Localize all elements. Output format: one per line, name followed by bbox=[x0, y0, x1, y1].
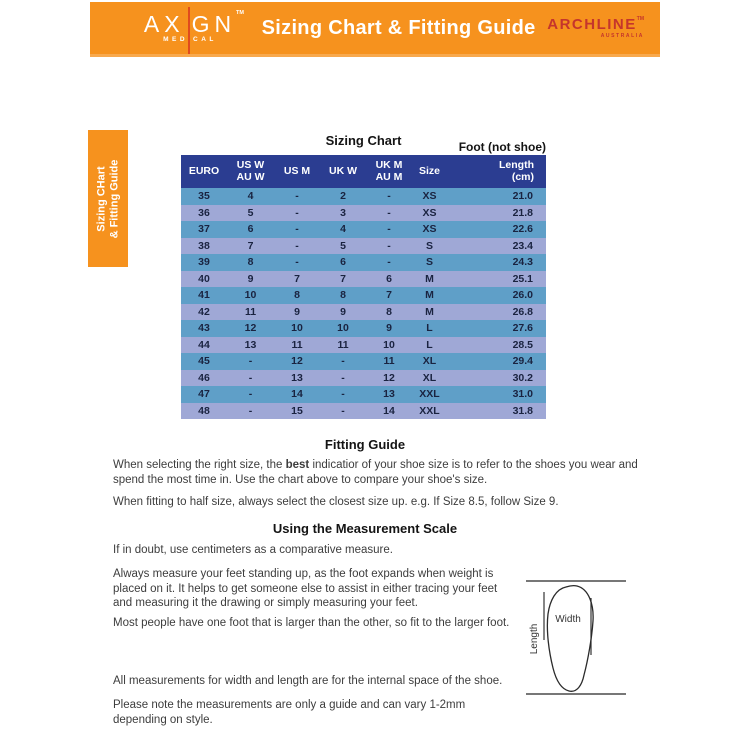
column-header: US M bbox=[274, 155, 320, 188]
table-cell: 48 bbox=[198, 404, 210, 417]
table-cell: 6 bbox=[340, 256, 346, 268]
axign-word-post: GN bbox=[191, 11, 237, 37]
table-cell: 9 bbox=[340, 305, 346, 318]
table-cell: 4 bbox=[340, 223, 346, 235]
table-cell: 7 bbox=[386, 289, 392, 301]
table-cell: - bbox=[387, 190, 391, 202]
side-tab-line1: Sizing CHart bbox=[95, 165, 107, 232]
measurement-paragraph-3: Most people have one foot that is larger than the other, so fit to the larger foot. bbox=[113, 617, 510, 629]
table-cell: XXL bbox=[419, 404, 440, 417]
table-cell: - bbox=[387, 239, 391, 252]
table-cell: 5 bbox=[247, 206, 254, 219]
table-cell: 9 bbox=[294, 305, 300, 318]
table-row bbox=[181, 254, 546, 271]
table-cell: 11 bbox=[244, 305, 257, 318]
column-header: EURO bbox=[181, 155, 227, 188]
table-cell: 23.4 bbox=[512, 239, 533, 252]
table-cell: - bbox=[387, 223, 391, 235]
table-cell: 3 bbox=[340, 206, 346, 219]
axign-wordmark bbox=[130, 13, 250, 35]
table-cell: - bbox=[341, 404, 345, 417]
side-tab-label bbox=[88, 130, 128, 267]
table-cell: XS bbox=[422, 206, 437, 219]
column-header: UK W bbox=[320, 155, 366, 188]
table-row bbox=[181, 386, 546, 403]
table-row bbox=[181, 221, 546, 238]
table-cell: XS bbox=[422, 223, 437, 235]
table-cell: 26.0 bbox=[512, 289, 533, 301]
measurement-scale-heading: Using the Measurement Scale bbox=[272, 521, 458, 536]
table-cell: 12 bbox=[291, 355, 303, 367]
table-cell: 9 bbox=[247, 272, 254, 285]
table-cell: 8 bbox=[247, 256, 254, 268]
axign-sub-post: CAL bbox=[193, 36, 217, 43]
table-cell: 31.8 bbox=[512, 404, 533, 417]
table-cell: 25.1 bbox=[512, 272, 533, 285]
axign-medical-text bbox=[130, 36, 250, 43]
table-cell: 37 bbox=[198, 223, 210, 235]
table-cell: 11 bbox=[291, 338, 303, 351]
table-cell: - bbox=[248, 355, 253, 367]
table-cell: S bbox=[425, 239, 433, 252]
table-cell: - bbox=[248, 388, 253, 400]
table-cell: 7 bbox=[247, 239, 254, 252]
table-cell: 8 bbox=[386, 305, 392, 318]
column-header: Size bbox=[412, 155, 447, 188]
table-cell: 30.2 bbox=[512, 371, 533, 384]
fitting-guide-paragraph-1 bbox=[113, 458, 645, 487]
table-cell: M bbox=[425, 272, 434, 285]
column-header: UK M AU M bbox=[366, 155, 412, 188]
foot-outline bbox=[547, 586, 593, 692]
table-cell: 40 bbox=[198, 272, 210, 285]
fitting-guide-heading: Fitting Guide bbox=[324, 437, 406, 452]
table-cell: 42 bbox=[198, 305, 210, 318]
table-cell: 12 bbox=[383, 371, 395, 384]
table-cell: 35 bbox=[198, 190, 210, 202]
table-cell: 29.4 bbox=[512, 355, 533, 367]
table-cell: - bbox=[341, 388, 345, 400]
table-cell: 39 bbox=[198, 256, 210, 268]
table-cell: XS bbox=[422, 190, 437, 202]
table-cell: - bbox=[248, 371, 253, 384]
table-cell: 13 bbox=[383, 388, 395, 400]
size-table-head bbox=[181, 155, 546, 188]
length-label: Length bbox=[529, 623, 540, 655]
table-cell: 47 bbox=[198, 388, 210, 400]
table-cell: 31.0 bbox=[512, 388, 533, 400]
table-row bbox=[181, 304, 546, 321]
table-cell: 41 bbox=[198, 289, 210, 301]
table-cell: 22.6 bbox=[512, 223, 533, 235]
table-cell: 9 bbox=[386, 322, 392, 334]
table-row bbox=[181, 370, 546, 387]
size-table-body bbox=[181, 188, 546, 419]
measurement-paragraph-2: Always measure your feet standing up, as the foot expands when weight is placed on it. It helps to get someone else to assist in either tracing your feet and measuring it the drawing or simply measuring your feet. bbox=[113, 568, 498, 609]
table-cell: 27.6 bbox=[512, 322, 533, 334]
table-cell: 11 bbox=[337, 338, 349, 351]
table-cell: 26.8 bbox=[512, 305, 533, 318]
side-tab bbox=[88, 130, 128, 267]
table-cell: 7 bbox=[340, 272, 346, 285]
table-cell: 4 bbox=[247, 190, 254, 202]
archline-australia-text: AUSTRALIA bbox=[600, 33, 644, 39]
table-cell: 36 bbox=[198, 206, 210, 219]
table-row bbox=[181, 188, 546, 205]
table-cell: 6 bbox=[386, 272, 392, 285]
table-cell: - bbox=[295, 256, 299, 268]
table-cell: 5 bbox=[340, 239, 346, 252]
table-cell: XL bbox=[422, 355, 437, 367]
archline-wordmark bbox=[547, 17, 644, 33]
foot-measurement-diagram bbox=[519, 576, 634, 698]
sizing-chart-title: Sizing Chart bbox=[325, 133, 402, 148]
table-cell: 21.0 bbox=[512, 190, 533, 202]
table-cell: L bbox=[426, 338, 433, 351]
table-cell: 13 bbox=[244, 338, 257, 351]
table-cell: 15 bbox=[291, 404, 303, 417]
table-cell: - bbox=[387, 206, 391, 219]
table-cell: 43 bbox=[198, 322, 210, 334]
table-cell: - bbox=[248, 404, 253, 417]
size-table bbox=[181, 155, 546, 419]
size-table-header-row bbox=[181, 155, 546, 188]
column-header: US W AU W bbox=[227, 155, 274, 188]
table-cell: 28.5 bbox=[512, 338, 533, 351]
table-cell: 7 bbox=[294, 272, 300, 285]
table-cell: - bbox=[295, 206, 299, 219]
table-cell: 8 bbox=[340, 289, 346, 301]
table-cell: - bbox=[341, 371, 345, 384]
top-banner bbox=[90, 2, 660, 57]
table-cell: 38 bbox=[198, 239, 210, 252]
page-title: Sizing Chart & Fitting Guide bbox=[261, 16, 536, 39]
table-cell: M bbox=[425, 305, 434, 318]
table-cell: 13 bbox=[291, 371, 303, 384]
table-cell: 46 bbox=[198, 371, 210, 384]
table-cell: 8 bbox=[294, 289, 300, 301]
fitting-p1-before: When selecting the right size, the bbox=[113, 459, 286, 471]
measurement-paragraph-4: All measurements for width and length are for the internal space of the shoe. bbox=[113, 675, 503, 687]
table-cell: L bbox=[426, 322, 433, 334]
table-cell: - bbox=[295, 239, 299, 252]
table-cell: 10 bbox=[337, 322, 349, 334]
table-row bbox=[181, 271, 546, 288]
table-cell: XL bbox=[422, 371, 437, 384]
table-row bbox=[181, 287, 546, 304]
table-cell: 44 bbox=[198, 338, 210, 351]
archline-trademark: TM bbox=[636, 16, 644, 22]
table-cell: 14 bbox=[291, 388, 303, 400]
measurement-paragraph-5: Please note the measurements are only a guide and can vary 1-2mm depending on style. bbox=[113, 699, 466, 726]
table-cell: - bbox=[341, 355, 345, 367]
table-cell: 2 bbox=[340, 190, 346, 202]
axign-word-pre: AX bbox=[143, 11, 185, 37]
table-row bbox=[181, 353, 546, 370]
archline-name: ARCHLINE bbox=[547, 16, 637, 33]
table-cell: 6 bbox=[247, 223, 254, 235]
table-cell: 21.8 bbox=[512, 206, 533, 219]
table-cell: 10 bbox=[244, 289, 257, 301]
table-row bbox=[181, 238, 546, 255]
table-cell: 45 bbox=[198, 355, 210, 367]
table-cell: 24.3 bbox=[512, 256, 533, 268]
axign-logo-line bbox=[188, 7, 190, 54]
side-tab-line2: & Fitting Guide bbox=[108, 159, 120, 238]
table-cell: S bbox=[425, 256, 433, 268]
table-cell: 14 bbox=[383, 404, 395, 417]
table-cell: M bbox=[425, 289, 434, 301]
table-row bbox=[181, 403, 546, 420]
axign-sub-pre: MED bbox=[163, 36, 189, 43]
table-row bbox=[181, 205, 546, 222]
table-row bbox=[181, 320, 546, 337]
width-label: Width bbox=[555, 614, 581, 625]
table-cell: 11 bbox=[383, 355, 395, 367]
table-cell: - bbox=[295, 223, 299, 235]
column-header: Length (cm) bbox=[447, 155, 546, 188]
archline-logo bbox=[547, 17, 644, 39]
table-cell: - bbox=[295, 190, 299, 202]
foot-not-shoe-label: Foot (not shoe) bbox=[458, 140, 546, 154]
axign-medical-logo bbox=[130, 10, 250, 43]
table-cell: 10 bbox=[291, 322, 303, 334]
table-row bbox=[181, 337, 546, 354]
table-cell: 10 bbox=[383, 338, 395, 351]
fitting-p1-bold: best bbox=[285, 459, 310, 471]
foot-diagram-svg bbox=[519, 576, 634, 698]
fitting-guide-paragraph-2: When fitting to half size, always select the closest size up. e.g. If Size 8.5, follow Size 9. bbox=[113, 496, 559, 508]
table-cell: - bbox=[387, 256, 391, 268]
measurement-paragraph-1: If in doubt, use centimeters as a comparative measure. bbox=[113, 544, 393, 556]
table-cell: 12 bbox=[244, 322, 257, 334]
axign-trademark: TM bbox=[236, 10, 244, 16]
table-cell: XXL bbox=[419, 388, 440, 400]
fitting-p1-after: indicatior of your shoe size is to refer to the shoes you wear and spend the most time in. Use the chart above to compare your shoe's size. bbox=[113, 459, 638, 486]
